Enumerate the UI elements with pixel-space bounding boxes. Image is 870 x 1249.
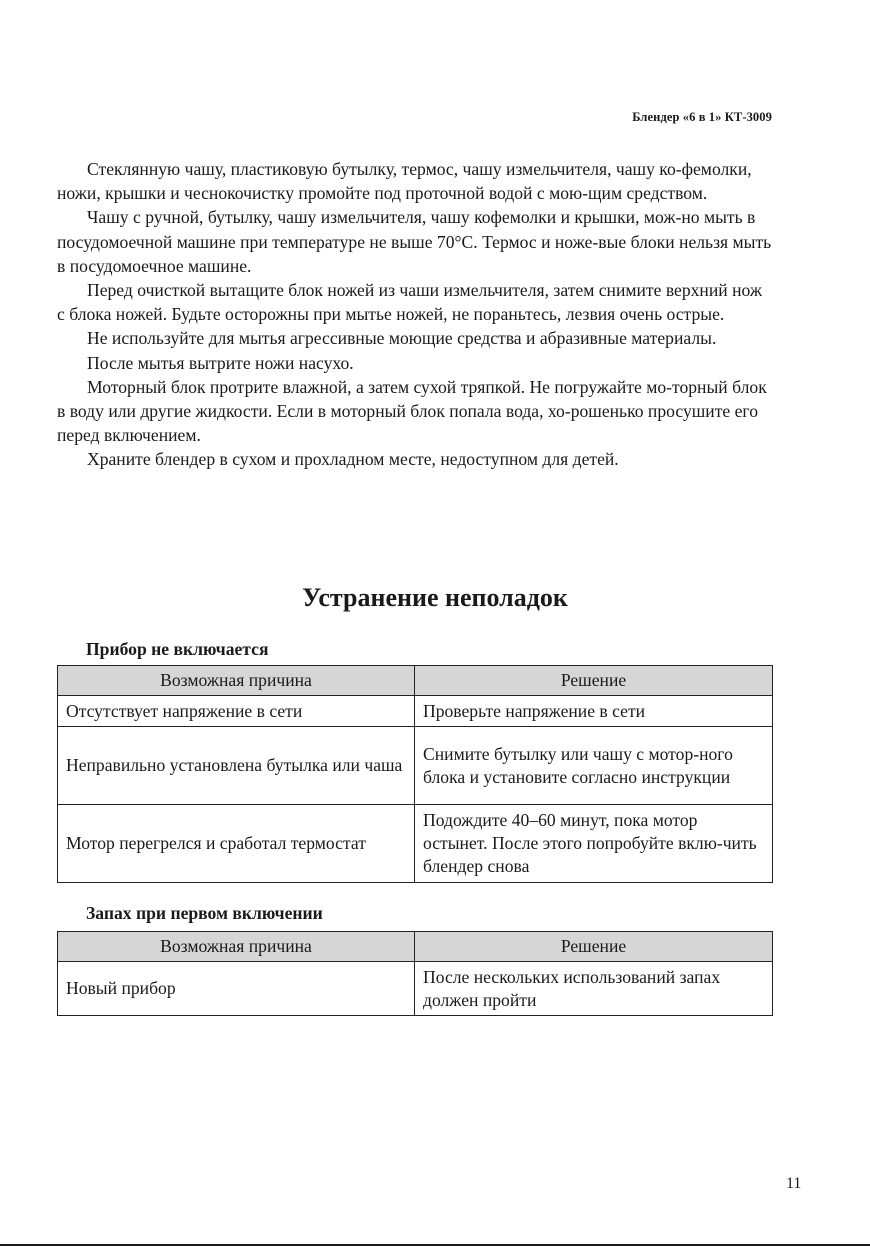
column-header-solution: Решение (415, 666, 773, 696)
paragraph: После мытья вытрите ножи насухо. (87, 352, 354, 373)
table1-heading: Прибор не включается (86, 639, 269, 659)
cause-cell: Новый прибор (58, 962, 415, 1016)
column-header-solution: Решение (415, 932, 773, 962)
solution-cell: Подождите 40–60 минут, пока мотор остынет. После этого попробуйте вклю-чить блендер снова (415, 805, 773, 883)
paragraph: Храните блендер в сухом и прохладном месте, недоступном для детей. (87, 449, 619, 470)
bottom-rule (0, 1244, 870, 1246)
running-header: Блендер «6 в 1» КТ-3009 (632, 110, 772, 124)
paragraph: Не используйте для мытья агрессивные моющие средства и абразивные материалы. (87, 328, 717, 349)
paragraph: Стеклянную чашу, пластиковую бутылку, термос, чашу измельчителя, чашу ко-фемолки, ножи, крышки и чеснокочистку промойте под проточной водой с мою-щим средством. (57, 159, 752, 204)
paragraph: Перед очисткой вытащите блок ножей из чаши измельчителя, затем снимите верхний нож с блока ножей. Будьте осторожны при мытье ножей, не пораньтесь, лезвия очень острые. (57, 280, 762, 325)
solution-cell: После нескольких использований запах должен пройти (415, 962, 773, 1016)
table-row (58, 696, 773, 727)
table-header-row (58, 932, 773, 962)
troubleshooting-table-odor (57, 931, 773, 1016)
solution-cell: Снимите бутылку или чашу с мотор-ного блока и установите согласно инструкции (415, 727, 773, 805)
paragraph: Моторный блок протрите влажной, а затем сухой тряпкой. Не погружайте мо-торный блок в воду или другие жидкости. Если в моторный блок попала вода, хо-рошенько просушите его перед включением. (57, 376, 767, 446)
column-header-cause: Возможная причина (58, 666, 415, 696)
paragraph: Чашу с ручной, бутылку, чашу измельчителя, чашу кофемолки и крышки, мож-но мыть в посудомоечной машине при температуре не выше 70°С. Термос и ноже-вые блоки нельзя мыть в посудомоечное машине. (57, 207, 772, 276)
table2-heading: Запах при первом включении (86, 903, 323, 923)
column-header-cause: Возможная причина (58, 932, 415, 962)
table-row (58, 727, 773, 805)
cause-cell: Мотор перегрелся и сработал термостат (58, 805, 415, 883)
troubleshooting-table-no-power (57, 665, 773, 883)
table-row (58, 805, 773, 883)
body-text (57, 157, 773, 472)
section-title: Устранение неполадок (302, 583, 568, 612)
table-row (58, 962, 773, 1016)
solution-cell: Проверьте напряжение в сети (415, 696, 773, 727)
page-number: 11 (786, 1175, 802, 1192)
cause-cell: Отсутствует напряжение в сети (58, 696, 415, 727)
table-header-row (58, 666, 773, 696)
cause-cell: Неправильно установлена бутылка или чаша (58, 727, 415, 805)
